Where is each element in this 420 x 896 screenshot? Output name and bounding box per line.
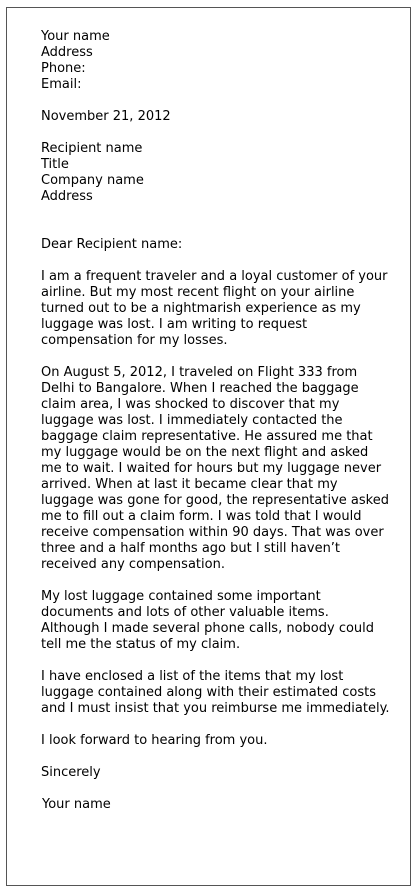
signature-name: Your name	[42, 797, 111, 812]
paragraph-closing-line: I look forward to hearing from you.	[41, 733, 268, 748]
letter-page	[6, 7, 411, 886]
sender-email: Email:	[41, 77, 82, 92]
paragraph-request: I have enclosed a list of the items that my lost luggage contained along with their estimated costs and I must insist that you reimburse me immediately.	[41, 669, 390, 716]
sender-phone: Phone:	[41, 61, 86, 76]
recipient-address: Address	[41, 189, 93, 204]
paragraph-incident: On August 5, 2012, I traveled on Flight 333 from Delhi to Bangalore. When I reached the baggage claim area, I was shocked to discover that my luggage was lost. I immediately contacted the baggage claim representative. He assured me that my luggage would be on the next flight and asked me to wait. I waited for hours but my luggage never arrived. When at last it became clear that my luggage was gone for good, the representative asked me to fill out a claim form. I was told that I would receive compensation within 90 days. That was over three and a half months ago but I still haven’t received any compensation.	[41, 365, 389, 572]
sender-name: Your name	[41, 29, 110, 44]
recipient-name: Recipient name	[41, 141, 143, 156]
recipient-company: Company name	[41, 173, 144, 188]
recipient-block	[41, 141, 391, 205]
letter-date: November 21, 2012	[41, 109, 171, 124]
sender-block	[41, 29, 391, 93]
salutation: Dear Recipient name:	[41, 237, 183, 252]
closing: Sincerely	[41, 765, 101, 780]
letter-body	[41, 29, 391, 813]
sender-address: Address	[41, 45, 93, 60]
paragraph-intro: I am a frequent traveler and a loyal customer of your airline. But my most recent flight on your airline turned out to be a nightmarish experience as my luggage was lost. I am writing to request compensation for my losses.	[41, 269, 388, 348]
paragraph-contents: My lost luggage contained some important documents and lots of other valuable items. Although I made several phone calls, nobody could tell me the status of my claim.	[41, 589, 375, 652]
recipient-title: Title	[41, 157, 69, 172]
